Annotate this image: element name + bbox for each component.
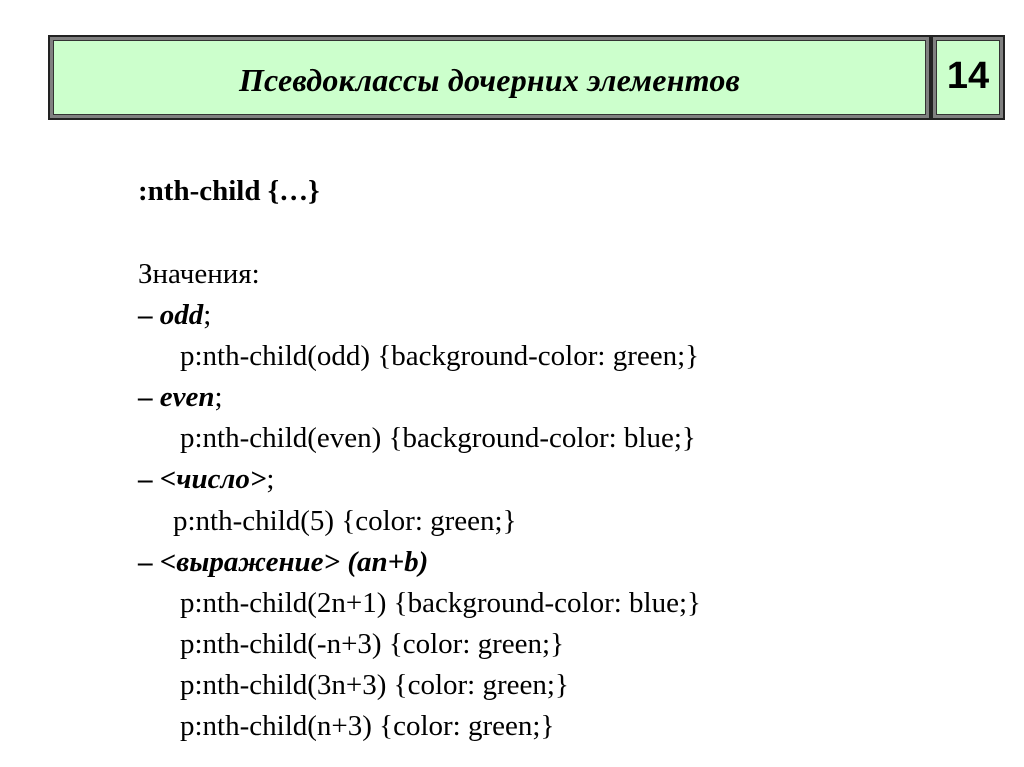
values-label: Значения:: [138, 258, 260, 290]
item-dash: –: [138, 381, 153, 413]
item-suffix: ;: [214, 381, 223, 413]
item-suffix: ;: [203, 299, 212, 331]
example-expression-2: p:nth-child(-n+3) {color: green;}: [180, 628, 565, 660]
value-item-number: [138, 462, 274, 496]
item-suffix: (an+b): [340, 546, 429, 578]
example-expression-4: p:nth-child(n+3) {color: green;}: [180, 710, 555, 742]
slide-body: [138, 0, 1008, 767]
example-expression-3: p:nth-child(3n+3) {color: green;}: [180, 669, 569, 701]
slide-title: Псевдоклассы дочерних элементов: [238, 62, 741, 98]
item-suffix: ;: [266, 463, 275, 495]
example-odd: p:nth-child(odd) {background-color: green;}: [180, 340, 700, 372]
item-keyword: even: [159, 381, 215, 413]
selector-heading: :nth-child {…}: [138, 175, 320, 207]
item-keyword: <число>: [159, 463, 267, 495]
value-item-even: [138, 380, 223, 414]
item-dash: –: [138, 546, 153, 578]
example-number: p:nth-child(5) {color: green;}: [173, 505, 517, 537]
example-even: p:nth-child(even) {background-color: blue;}: [180, 422, 696, 454]
item-dash: –: [138, 299, 153, 331]
value-item-odd: [138, 298, 211, 332]
item-dash: –: [138, 463, 153, 495]
item-keyword: odd: [159, 299, 204, 331]
value-item-expression: [138, 545, 428, 579]
item-keyword: <выражение>: [159, 546, 341, 578]
example-expression-1: p:nth-child(2n+1) {background-color: blue;}: [180, 587, 701, 619]
slide-number: 14: [946, 55, 990, 97]
